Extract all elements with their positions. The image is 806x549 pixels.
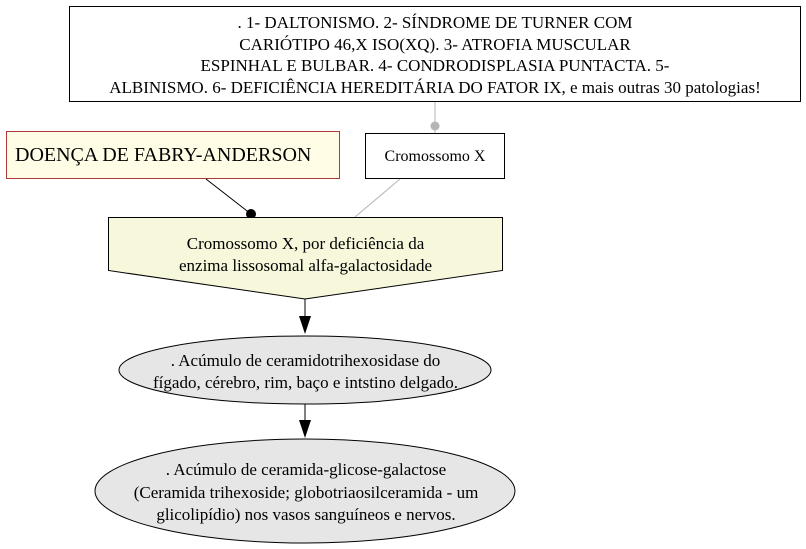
top-note-line: CARIÓTIPO 46,X ISO(XQ). 3- ATROFIA MUSCULAR <box>239 34 631 54</box>
cause-line: Cromossomo X, por deficiência da <box>186 234 425 253</box>
accumulation-2-line: (Ceramida trihexoside; globotriaosilceramida - um <box>133 482 479 502</box>
note-connector-dot <box>431 122 440 131</box>
accumulation-2-line: glicolipídio) nos vasos sanguíneos e nervos. <box>156 505 456 524</box>
cause-line: enzima lissosomal alfa-galactosidade <box>178 256 433 275</box>
accumulation-2-line: . Acúmulo de ceramida-glicose-galactose <box>165 460 447 479</box>
arrow-2-head <box>299 420 311 438</box>
arrow-1-head <box>299 316 311 334</box>
accumulation-1-line: . Acúmulo de ceramidotrihexosidase do <box>170 351 441 370</box>
chromosome-label: Cromossomo X <box>384 148 486 165</box>
accumulation-1-line: fígado, cérebro, rim, baço e intstino delgado. <box>153 373 458 392</box>
chromosome-to-cause-line <box>355 179 400 217</box>
accumulation-2-text <box>98 459 514 527</box>
title-to-cause-line <box>206 179 251 214</box>
cause-text <box>108 233 503 277</box>
top-note-text <box>70 12 800 98</box>
accumulation-1-text <box>118 350 493 394</box>
diagram-title: DOENÇA DE FABRY-ANDERSON <box>15 144 312 166</box>
top-note-line: ESPINHAL E BULBAR. 4- CONDRODISPLASIA PUNTACTA. 5- <box>200 56 670 75</box>
top-note-line: . 1- DALTONISMO. 2- SÍNDROME DE TURNER COM <box>237 13 633 32</box>
top-note-line: ALBINISMO. 6- DEFICIÊNCIA HEREDITÁRIA DO FATOR IX, e mais outras 30 patologias! <box>109 77 761 97</box>
